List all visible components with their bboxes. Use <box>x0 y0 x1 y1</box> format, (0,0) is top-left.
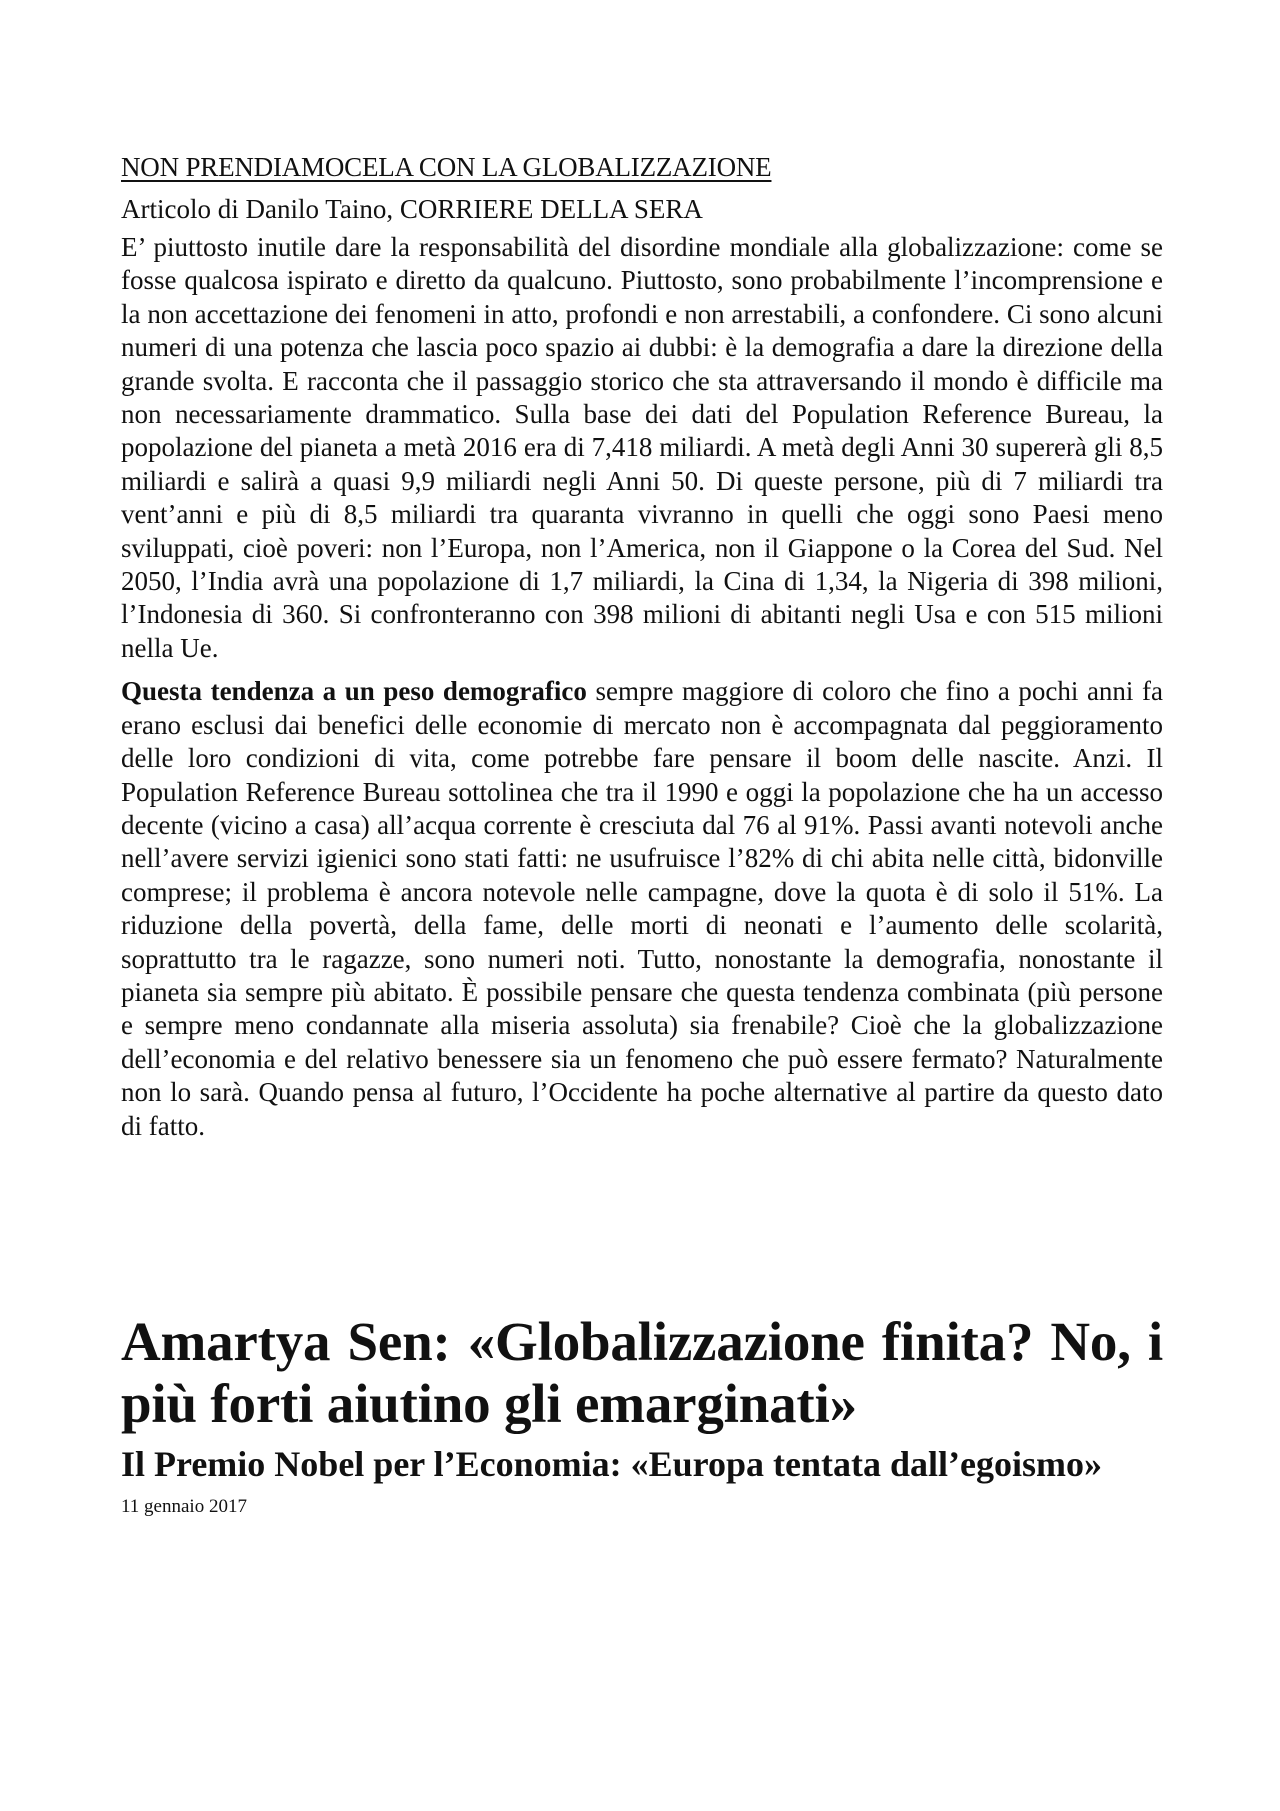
second-article-headline: Amartya Sen: «Globalizzazione finita? No, i più forti aiutino gli emarginati» <box>121 1310 1163 1434</box>
article-paragraph-1: E’ piuttosto inutile dare la responsabilità del disordine mondiale alla globalizzazione: come se fosse qualcosa ispirato e diretto da qualcuno. Piuttosto, sono probabilmente l’incomprensione e la non accettazione dei fenomeni in atto, profondi e non arrestabili, a confondere. Ci sono alcuni numeri di una potenza che lascia poco spazio ai dubbi: è la demografia a dare la direzione della grande svolta. E racconta che il passaggio storico che sta attraversando il mondo è difficile ma non necessariamente drammatico. Sulla base dei dati del Population Reference Bureau, la popolazione del pianeta a metà 2016 era di 7,418 miliardi. A metà degli Anni 30 supererà gli 8,5 miliardi e salirà a quasi 9,9 miliardi negli Anni 50. Di queste persone, più di 7 miliardi tra vent’anni e più di 8,5 miliardi tra quaranta vivranno in quelli che oggi sono Paesi meno sviluppati, cioè poveri: non l’Europa, non l’America, non il Giappone o la Corea del Sud. Nel 2050, l’India avrà una popolazione di 1,7 miliardi, la Cina di 1,34, la Nigeria di 398 milioni, l’Indonesia di 360. Si confronteranno con 398 milioni di abitanti negli Usa e con 515 milioni nella Ue. <box>121 232 1163 663</box>
second-article-date: 11 gennaio 2017 <box>121 1495 247 1517</box>
article-byline: Articolo di Danilo Taino, CORRIERE DELLA SERA <box>121 194 703 224</box>
section-spacer <box>121 1153 1163 1311</box>
document-page <box>121 150 1163 1519</box>
paragraph-2-text: sempre maggiore di coloro che fino a pochi anni fa erano esclusi dai benefici delle economie di mercato non è accompagnata dal peggioramento delle loro condizioni di vita, come potrebbe fare pensare il boom delle nascite. Anzi. Il Population Reference Bureau sottolinea che tra il 1990 e oggi la popolazione che ha un accesso decente (vicino a casa) all’acqua corrente è cresciuta dal 76 al 91%. Passi avanti notevoli anche nell’avere servizi igienici sono stati fatti: ne usufruisce l’82% di chi abita nelle città, bidonville comprese; il problema è ancora notevole nelle campagne, dove la quota è di solo il 51%. La riduzione della povertà, della fame, delle morti di neonati e l’aumento delle scolarità, soprattutto tra le ragazze, sono numeri noti. Tutto, nonostante la demografia, nonostante il pianeta sia sempre più abitato. È possibile pensare che questa tendenza combinata (più persone e sempre meno condannate alla miseria assoluta) sia frenabile? Cioè che la globalizzazione dell’economia e del relativo benessere sia un fenomeno che può essere fermato? Naturalmente non lo sarà. Quando pensa al futuro, l’Occidente ha poche alternative al partire da questo dato di fatto. <box>121 676 1163 1141</box>
second-article-subheadline: Il Premio Nobel per l’Economia: «Europa tentata dall’egoismo» <box>121 1443 1102 1484</box>
article-title: NON PRENDIAMOCELA CON LA GLOBALIZZAZIONE <box>121 152 772 182</box>
article-paragraph-2 <box>121 675 1163 1143</box>
paragraph-2-bold-lead: Questa tendenza a un peso demografico <box>121 676 587 707</box>
